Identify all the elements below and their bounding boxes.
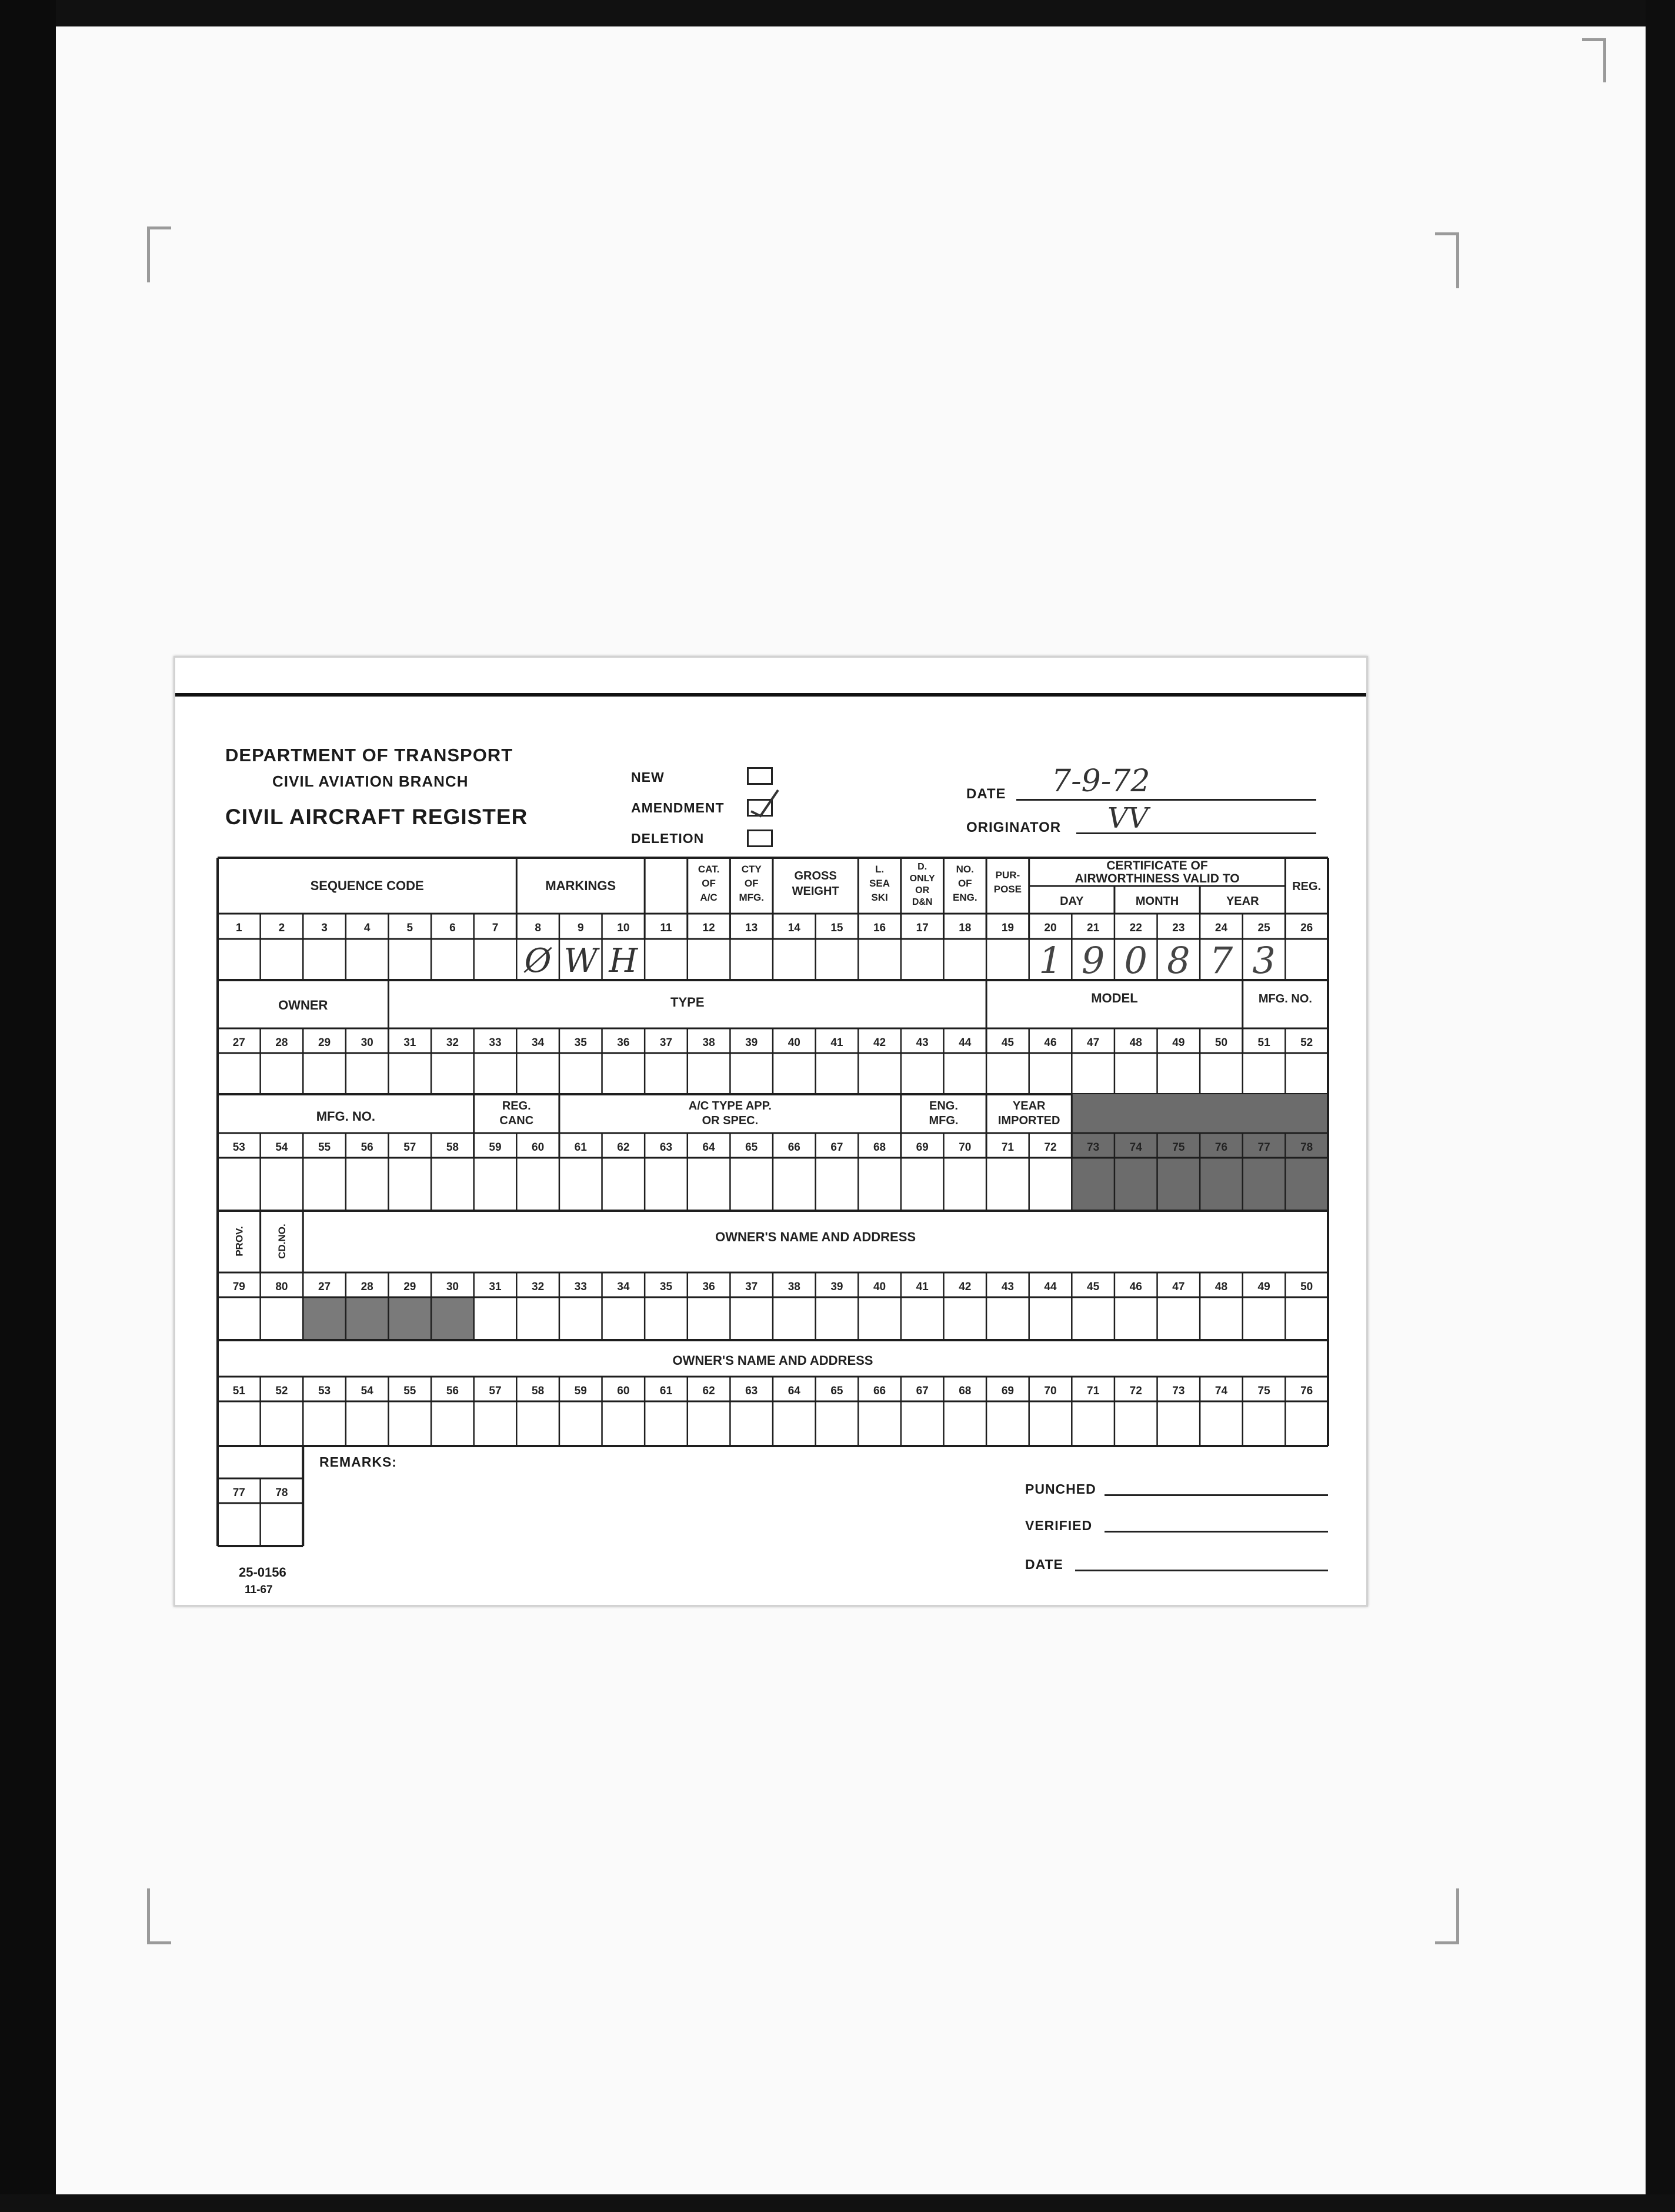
date-value[interactable]: 7-9-72 — [1052, 764, 1150, 799]
date2-line — [1075, 1570, 1328, 1571]
row5-column-number: 76 — [1300, 1385, 1313, 1397]
header-no-of-eng: ENG. — [952, 892, 977, 903]
row4-column-number: 31 — [489, 1281, 502, 1293]
row3-column-number: 58 — [446, 1141, 459, 1154]
header-model: MODEL — [1091, 991, 1138, 1005]
row4-column-number: 45 — [1087, 1281, 1100, 1293]
row1-column-number: 7 — [492, 922, 499, 934]
header-eng-mfg: ENG. — [929, 1100, 958, 1112]
row3-column-number: 75 — [1172, 1141, 1185, 1154]
cert-handwritten-digit: 9 — [1081, 939, 1105, 982]
header-l-sea-ski: L. — [875, 864, 885, 875]
row2-column-number: 38 — [702, 1037, 715, 1049]
row5-column-number: 66 — [873, 1385, 886, 1397]
scan-border-right — [1646, 0, 1675, 2212]
row5-column-number: 55 — [403, 1385, 416, 1397]
scan-border-bottom — [0, 2194, 1675, 2212]
row3-column-number: 57 — [403, 1141, 416, 1154]
row1-column-number: 15 — [830, 922, 843, 934]
header-cd-no: CD.NO. — [276, 1224, 288, 1259]
header-prov: PROV. — [233, 1226, 245, 1257]
row5-column-number: 60 — [617, 1385, 630, 1397]
row5-column-number: 63 — [745, 1385, 758, 1397]
row2-column-number: 28 — [275, 1037, 288, 1049]
row4-column-number: 34 — [617, 1281, 630, 1293]
punched-label: PUNCHED — [1025, 1481, 1096, 1497]
row5-column-number: 59 — [574, 1385, 587, 1397]
row4-column-number: 42 — [959, 1281, 972, 1293]
header-ac-type-app: OR SPEC. — [702, 1114, 759, 1127]
header-reg-canc: REG. — [502, 1100, 531, 1112]
markings-handwritten-value: W — [563, 942, 598, 980]
row5-column-number: 74 — [1214, 1385, 1228, 1397]
row1-column-number: 11 — [660, 922, 672, 934]
markings-handwritten-value: Ø — [524, 942, 552, 980]
header-year-imported: YEAR — [1012, 1100, 1046, 1112]
header-d-only: OR — [915, 885, 930, 895]
row4-column-number: 35 — [659, 1281, 673, 1293]
row2-column-number: 42 — [873, 1037, 886, 1049]
row2-column-number: 30 — [361, 1037, 373, 1049]
row3-column-number: 73 — [1087, 1141, 1100, 1154]
header-cty-of-mfg: MFG. — [739, 892, 764, 903]
row6-column-number: 77 — [232, 1487, 245, 1499]
row3-column-number: 77 — [1257, 1141, 1270, 1154]
header-no-of-eng: NO. — [956, 864, 974, 875]
row5-column-number: 52 — [275, 1385, 288, 1397]
header-reg-canc: CANC — [499, 1114, 534, 1127]
row6-column-number: 78 — [275, 1487, 288, 1499]
crop-mark-corner-top-right — [1582, 38, 1606, 82]
row2-column-number: 47 — [1087, 1037, 1100, 1049]
row1-column-number: 23 — [1172, 922, 1185, 934]
row2-column-number: 36 — [617, 1037, 630, 1049]
option-deletion-label: DELETION — [631, 831, 705, 846]
row4-column-number: 32 — [532, 1281, 545, 1293]
row1-column-number: 6 — [449, 922, 456, 934]
row4-column-number: 30 — [446, 1281, 459, 1293]
row1-column-number: 21 — [1087, 922, 1100, 934]
row5-column-number: 70 — [1044, 1385, 1057, 1397]
row3-column-number: 67 — [830, 1141, 843, 1154]
header-cty-of-mfg: OF — [744, 878, 759, 889]
row1-column-number: 1 — [236, 922, 242, 934]
row1-column-number: 4 — [363, 922, 371, 934]
cert-handwritten-digit: 3 — [1252, 939, 1276, 982]
row3-column-number: 70 — [959, 1141, 972, 1154]
branch-title: CIVIL AVIATION BRANCH — [272, 772, 469, 790]
row2-column-number: 41 — [830, 1037, 843, 1049]
row4-column-number: 37 — [745, 1281, 758, 1293]
row4-column-number: 36 — [702, 1281, 715, 1293]
header-cat-of-ac: CAT. — [698, 864, 720, 875]
row3-column-number: 71 — [1001, 1141, 1014, 1154]
row4-column-number: 29 — [403, 1281, 416, 1293]
header-eng-mfg: MFG. — [929, 1114, 959, 1127]
header-markings: MARKINGS — [545, 878, 616, 893]
option-amendment-label: AMENDMENT — [631, 800, 725, 815]
header-year: YEAR — [1226, 895, 1259, 908]
row2-column-number: 52 — [1300, 1037, 1313, 1049]
header-l-sea-ski: SEA — [869, 878, 890, 889]
row5-column-number: 54 — [361, 1385, 373, 1397]
row1-column-number: 18 — [959, 922, 972, 934]
row1-column-number: 24 — [1214, 922, 1228, 934]
register-card — [173, 656, 1368, 1607]
row5-column-number: 62 — [702, 1385, 715, 1397]
row1-column-number: 10 — [617, 922, 630, 934]
header-certificate: CERTIFICATE OF — [1106, 859, 1208, 872]
row5-column-number: 64 — [788, 1385, 800, 1397]
row5-column-number: 51 — [232, 1385, 245, 1397]
row3-column-number: 66 — [788, 1141, 800, 1154]
header-d-only: ONLY — [909, 874, 935, 884]
row3-column-number: 63 — [659, 1141, 673, 1154]
header-gross-weight: WEIGHT — [792, 885, 839, 898]
row1-column-number: 14 — [788, 922, 800, 934]
row5-column-number: 71 — [1087, 1385, 1100, 1397]
row3-column-number: 76 — [1214, 1141, 1228, 1154]
cert-handwritten-digit: 7 — [1209, 939, 1233, 982]
row2-column-number: 45 — [1001, 1037, 1014, 1049]
header-no-of-eng: OF — [957, 878, 972, 889]
row4-column-number: 33 — [574, 1281, 587, 1293]
header-owner-name-address-2: OWNER'S NAME AND ADDRESS — [672, 1353, 873, 1368]
row5-column-number: 58 — [532, 1385, 545, 1397]
row4-column-number: 50 — [1300, 1281, 1313, 1293]
register-title: CIVIL AIRCRAFT REGISTER — [225, 805, 528, 829]
cert-handwritten-digit: 1 — [1039, 939, 1062, 982]
row4-column-number: 43 — [1001, 1281, 1014, 1293]
row1-column-number: 9 — [577, 922, 584, 934]
row5-column-number: 56 — [446, 1385, 459, 1397]
header-gross-weight: GROSS — [794, 870, 837, 882]
crop-mark-bottom-left — [147, 1888, 171, 1944]
form-date: 11-67 — [245, 1584, 273, 1596]
header-purpose: PUR- — [995, 870, 1020, 881]
row2-column-number: 35 — [574, 1037, 587, 1049]
markings-handwritten-value: H — [609, 942, 638, 980]
department-title: DEPARTMENT OF TRANSPORT — [225, 745, 513, 765]
originator-label: ORIGINATOR — [966, 819, 1062, 835]
row4-column-number: 39 — [830, 1281, 843, 1293]
row1-column-number: 8 — [535, 922, 541, 934]
row5-column-number: 68 — [959, 1385, 972, 1397]
row3-column-number: 72 — [1044, 1141, 1057, 1154]
row2-column-number: 31 — [403, 1037, 416, 1049]
row2-column-number: 46 — [1044, 1037, 1057, 1049]
header-cat-of-ac: A/C — [700, 892, 718, 903]
form-number: 25-0156 — [239, 1565, 286, 1580]
header-cty-of-mfg: CTY — [741, 864, 762, 875]
row2-column-number: 51 — [1257, 1037, 1270, 1049]
row4-column-number: 27 — [318, 1281, 331, 1293]
row3-column-number: 60 — [532, 1141, 545, 1154]
scan-border-left — [0, 0, 56, 2212]
row1-column-number: 22 — [1129, 922, 1142, 934]
header-cat-of-ac: OF — [702, 878, 716, 889]
row1-column-number: 25 — [1257, 922, 1270, 934]
verified-line — [1105, 1531, 1328, 1533]
header-type: TYPE — [670, 995, 705, 1010]
row1-column-number: 16 — [873, 922, 886, 934]
header-month: MONTH — [1135, 895, 1179, 908]
row3-column-number: 61 — [574, 1141, 587, 1154]
header-certificate: AIRWORTHINESS VALID TO — [1075, 872, 1240, 885]
row1-column-number: 19 — [1001, 922, 1014, 934]
row5-column-number: 75 — [1257, 1385, 1270, 1397]
row2-column-number: 43 — [916, 1037, 929, 1049]
row3-column-number: 78 — [1300, 1141, 1313, 1154]
header-mfg-no: MFG. NO. — [1258, 992, 1312, 1005]
row2-column-number: 32 — [446, 1037, 459, 1049]
remarks-label: REMARKS: — [319, 1454, 397, 1470]
header-day: DAY — [1060, 895, 1084, 908]
row2-column-number: 39 — [745, 1037, 758, 1049]
row5-column-number: 57 — [489, 1385, 502, 1397]
row1-column-number: 3 — [321, 922, 328, 934]
header-year-imported: IMPORTED — [997, 1114, 1060, 1127]
crop-mark-bottom-right — [1435, 1888, 1459, 1944]
scan-border-top — [0, 0, 1675, 26]
row2-column-number: 49 — [1172, 1037, 1185, 1049]
row3-column-number: 62 — [617, 1141, 630, 1154]
row3-column-number: 54 — [275, 1141, 288, 1154]
row4-column-number: 79 — [232, 1281, 245, 1293]
row1-column-number: 17 — [916, 922, 929, 934]
header-mfg-no-row3: MFG. NO. — [316, 1109, 375, 1124]
header-reg: REG. — [1292, 880, 1322, 893]
row5-column-number: 67 — [916, 1385, 929, 1397]
originator-value[interactable]: VV — [1107, 802, 1149, 835]
row3-column-number: 56 — [361, 1141, 373, 1154]
punched-line — [1105, 1494, 1328, 1496]
row4-column-number: 48 — [1214, 1281, 1228, 1293]
row5-column-number: 61 — [659, 1385, 673, 1397]
row2-column-number: 34 — [532, 1037, 545, 1049]
verified-label: VERIFIED — [1025, 1518, 1093, 1533]
row2-column-number: 48 — [1129, 1037, 1142, 1049]
row4-column-number: 80 — [275, 1281, 288, 1293]
row3-column-number: 74 — [1129, 1141, 1142, 1154]
crop-mark-top-left — [147, 226, 171, 282]
row4-column-number: 44 — [1044, 1281, 1057, 1293]
row5-column-number: 65 — [830, 1385, 843, 1397]
row1-column-number: 20 — [1044, 922, 1057, 934]
row1-column-number: 26 — [1300, 922, 1313, 934]
row2-column-number: 29 — [318, 1037, 331, 1049]
row2-column-number: 50 — [1214, 1037, 1228, 1049]
row5-column-number: 69 — [1001, 1385, 1014, 1397]
header-owner: OWNER — [278, 998, 328, 1012]
row2-column-number: 33 — [489, 1037, 502, 1049]
row5-column-number: 72 — [1129, 1385, 1142, 1397]
row1-column-number: 13 — [745, 922, 758, 934]
row4-column-number: 40 — [873, 1281, 886, 1293]
row4-column-number: 41 — [916, 1281, 929, 1293]
row4-column-number: 28 — [361, 1281, 373, 1293]
header-d-only: D&N — [912, 897, 933, 907]
row3-column-number: 69 — [916, 1141, 929, 1154]
header-l-sea-ski: SKI — [871, 892, 888, 903]
row4-column-number: 47 — [1172, 1281, 1185, 1293]
cert-handwritten-digit: 0 — [1124, 939, 1147, 982]
header-sequence-code: SEQUENCE CODE — [310, 878, 424, 893]
cert-handwritten-digit: 8 — [1167, 939, 1190, 982]
date-label: DATE — [966, 786, 1006, 802]
row4-column-number: 38 — [788, 1281, 800, 1293]
row1-column-number: 2 — [278, 922, 285, 934]
row2-column-number: 44 — [959, 1037, 972, 1049]
row3-column-number: 55 — [318, 1141, 331, 1154]
row3-column-number: 64 — [702, 1141, 715, 1154]
date2-label: DATE — [1025, 1557, 1063, 1572]
row4-column-number: 49 — [1257, 1281, 1270, 1293]
row1-column-number: 5 — [406, 922, 413, 934]
row2-column-number: 40 — [788, 1037, 800, 1049]
row3-column-number: 68 — [873, 1141, 886, 1154]
header-owner-name-address: OWNER'S NAME AND ADDRESS — [715, 1230, 916, 1244]
option-new-label: NEW — [631, 769, 665, 785]
row3-column-number: 53 — [232, 1141, 245, 1154]
row5-column-number: 73 — [1172, 1385, 1185, 1397]
header-purpose: POSE — [993, 884, 1022, 895]
header-d-only: D. — [917, 862, 927, 872]
row3-column-number: 59 — [489, 1141, 502, 1154]
row5-column-number: 53 — [318, 1385, 331, 1397]
row2-column-number: 37 — [659, 1037, 673, 1049]
row2-column-number: 27 — [232, 1037, 245, 1049]
header-ac-type-app: A/C TYPE APP. — [688, 1100, 772, 1112]
row4-column-number: 46 — [1129, 1281, 1142, 1293]
row1-column-number: 12 — [702, 922, 715, 934]
crop-mark-top-right — [1435, 232, 1459, 288]
row3-column-number: 65 — [745, 1141, 758, 1154]
